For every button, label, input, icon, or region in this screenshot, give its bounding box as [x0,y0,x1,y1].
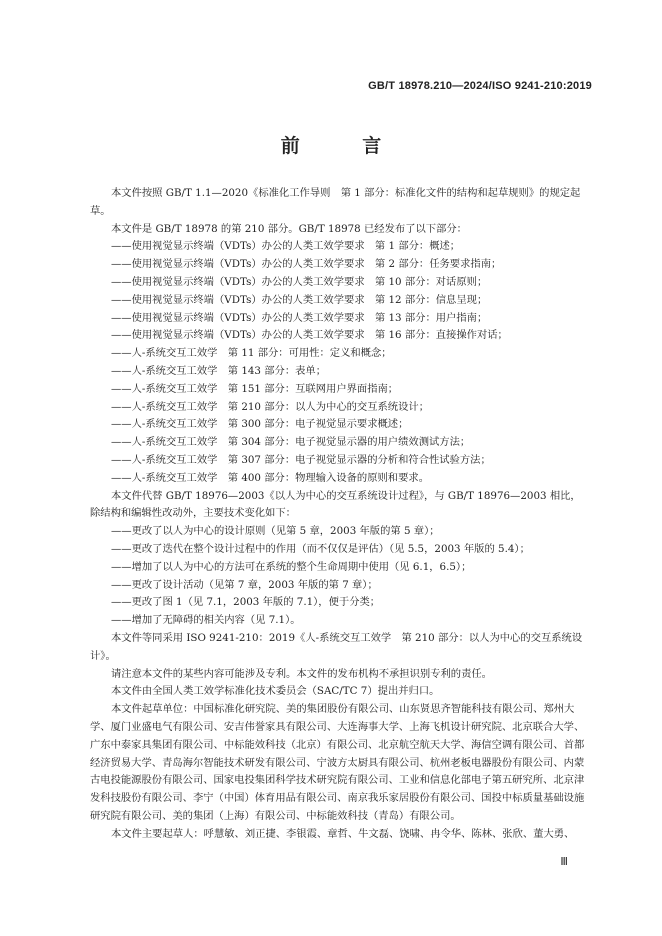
list-item: ——使用视觉显示终端（VDTs）办公的人类工效学要求 第 12 部分：信息呈现； [111,293,488,306]
list-item: ——人-系统交互工效学 第 300 部分：电子视觉显示要求概述； [111,418,409,431]
list-item: ——更改了迭代在整个设计过程中的作用（而不仅仅是评估）（见 5.5，2003 年版的 5.4）； [111,542,530,555]
paragraph-drafting-units: 本文件起草单位：中国标准化研究院、美的集团股份有限公司、山东贤思齐智能科技有限公司、郑州大学、厦门业盛电气有限公司、安吉伟誉家具有限公司、大连海事大学、上海飞机设计研究院、北京联合大学、广东中泰家具集团有限公司、中标能效科技（北京）有限公司、北京航空航天大学、海信空调有限公司、首都经济贸易大学、青岛海尔智能技术研发有限公司、宁波方太厨具有限公司、杭州老板电器股份有限公司、内蒙古电投能源股份有限公司、国家电投集团科学技术研究院有限公司、工业和信息化部电子第五研究所、北京津发科技股份有限公司、李宁（中国）体育用品有限公司、南京我乐家居股份有限公司、国投中标质量基础设施研究院有限公司、美的集团（上海）有限公司、中标能效科技（青岛）有限公司。 [90,703,585,822]
list-item: ——更改了设计活动（见第 7 章，2003 年版的第 7 章）； [111,578,378,591]
list-item: ——使用视觉显示终端（VDTs）办公的人类工效学要求 第 10 部分：对话原则； [111,275,488,288]
paragraph-committee: 本文件由全国人类工效学标准化技术委员会（SAC/TC 7）提出并归口。 [111,685,440,698]
list-item: ——使用视觉显示终端（VDTs）办公的人类工效学要求 第 2 部分：任务要求指南； [111,258,502,271]
technical-changes-list [90,523,590,630]
list-item: ——增加了无障碍的相关内容（见 7.1）。 [111,614,301,627]
paragraph-equivalence: 本文件等同采用 ISO 9241-210：2019《人-系统交互工效学 第 210 部分：以人为中心的交互系统设计》。 [90,631,583,662]
paragraph-replacement: 本文件代替 GB/T 18976—2003《以人为中心的交互系统设计过程》，与 GB/T 18976—2003 相比，除结构和编辑性改动外，主要技术变化如下： [90,489,581,520]
list-item: ——人-系统交互工效学 第 143 部分：表单； [111,364,327,377]
list-item: ——更改了图 1（见 7.1，2003 年版的 7.1），便于分类； [111,596,381,609]
paragraph-patent-notice: 请注意本文件的某些内容可能涉及专利。本文件的发布机构不承担识别专利的责任。 [111,667,492,680]
list-item: ——使用视觉显示终端（VDTs）办公的人类工效学要求 第 1 部分：概述； [111,240,461,253]
page-title: 前 言 [280,135,410,157]
list-item: ——人-系统交互工效学 第 307 部分：电子视觉显示器的分析和符合性试验方法； [111,453,491,466]
paragraph-drafting-rules: 本文件按照 GB/T 1.1—2020《标准化工作导则 第 1 部分：标准化文件的结构和起草规则》的规定起草。 [90,187,581,217]
list-item: ——人-系统交互工效学 第 210 部分：以人为中心的交互系统设计； [111,400,429,413]
published-parts-list [90,238,590,487]
list-item: ——人-系统交互工效学 第 151 部分：互联网用户界面指南； [111,382,399,395]
list-item: ——人-系统交互工效学 第 304 部分：电子视觉显示器的用户绩效测试方法； [111,436,471,449]
standard-code-header: GB/T 18978.210—2024/ISO 9241-210:2019 [368,80,592,92]
list-item: ——更改了以人为中心的设计原则（见第 5 章，2003 年版的第 5 章）； [111,525,440,538]
list-item: ——人-系统交互工效学 第 11 部分：可用性：定义和概念； [111,347,392,360]
page-number: Ⅲ [560,856,568,868]
paragraph-drafters: 本文件主要起草人：呼慧敏、刘正捷、李银霞、章哲、牛文磊、饶啸、冉令华、陈林、张欣、董大勇、 [111,827,575,840]
list-item: ——人-系统交互工效学 第 400 部分：物理输入设备的原则和要求。 [111,471,429,484]
paragraph-series-intro: 本文件是 GB/T 18978 的第 210 部分。GB/T 18978 已经发布了以下部分： [111,222,467,235]
list-item: ——使用视觉显示终端（VDTs）办公的人类工效学要求 第 13 部分：用户指南； [111,311,488,324]
list-item: ——增加了以人为中心的方法可在系统的整个生命周期中使用（见 6.1，6.5）； [111,560,472,573]
document-body [90,185,590,843]
list-item: ——使用视觉显示终端（VDTs）办公的人类工效学要求 第 16 部分：直接操作对话； [111,329,508,342]
